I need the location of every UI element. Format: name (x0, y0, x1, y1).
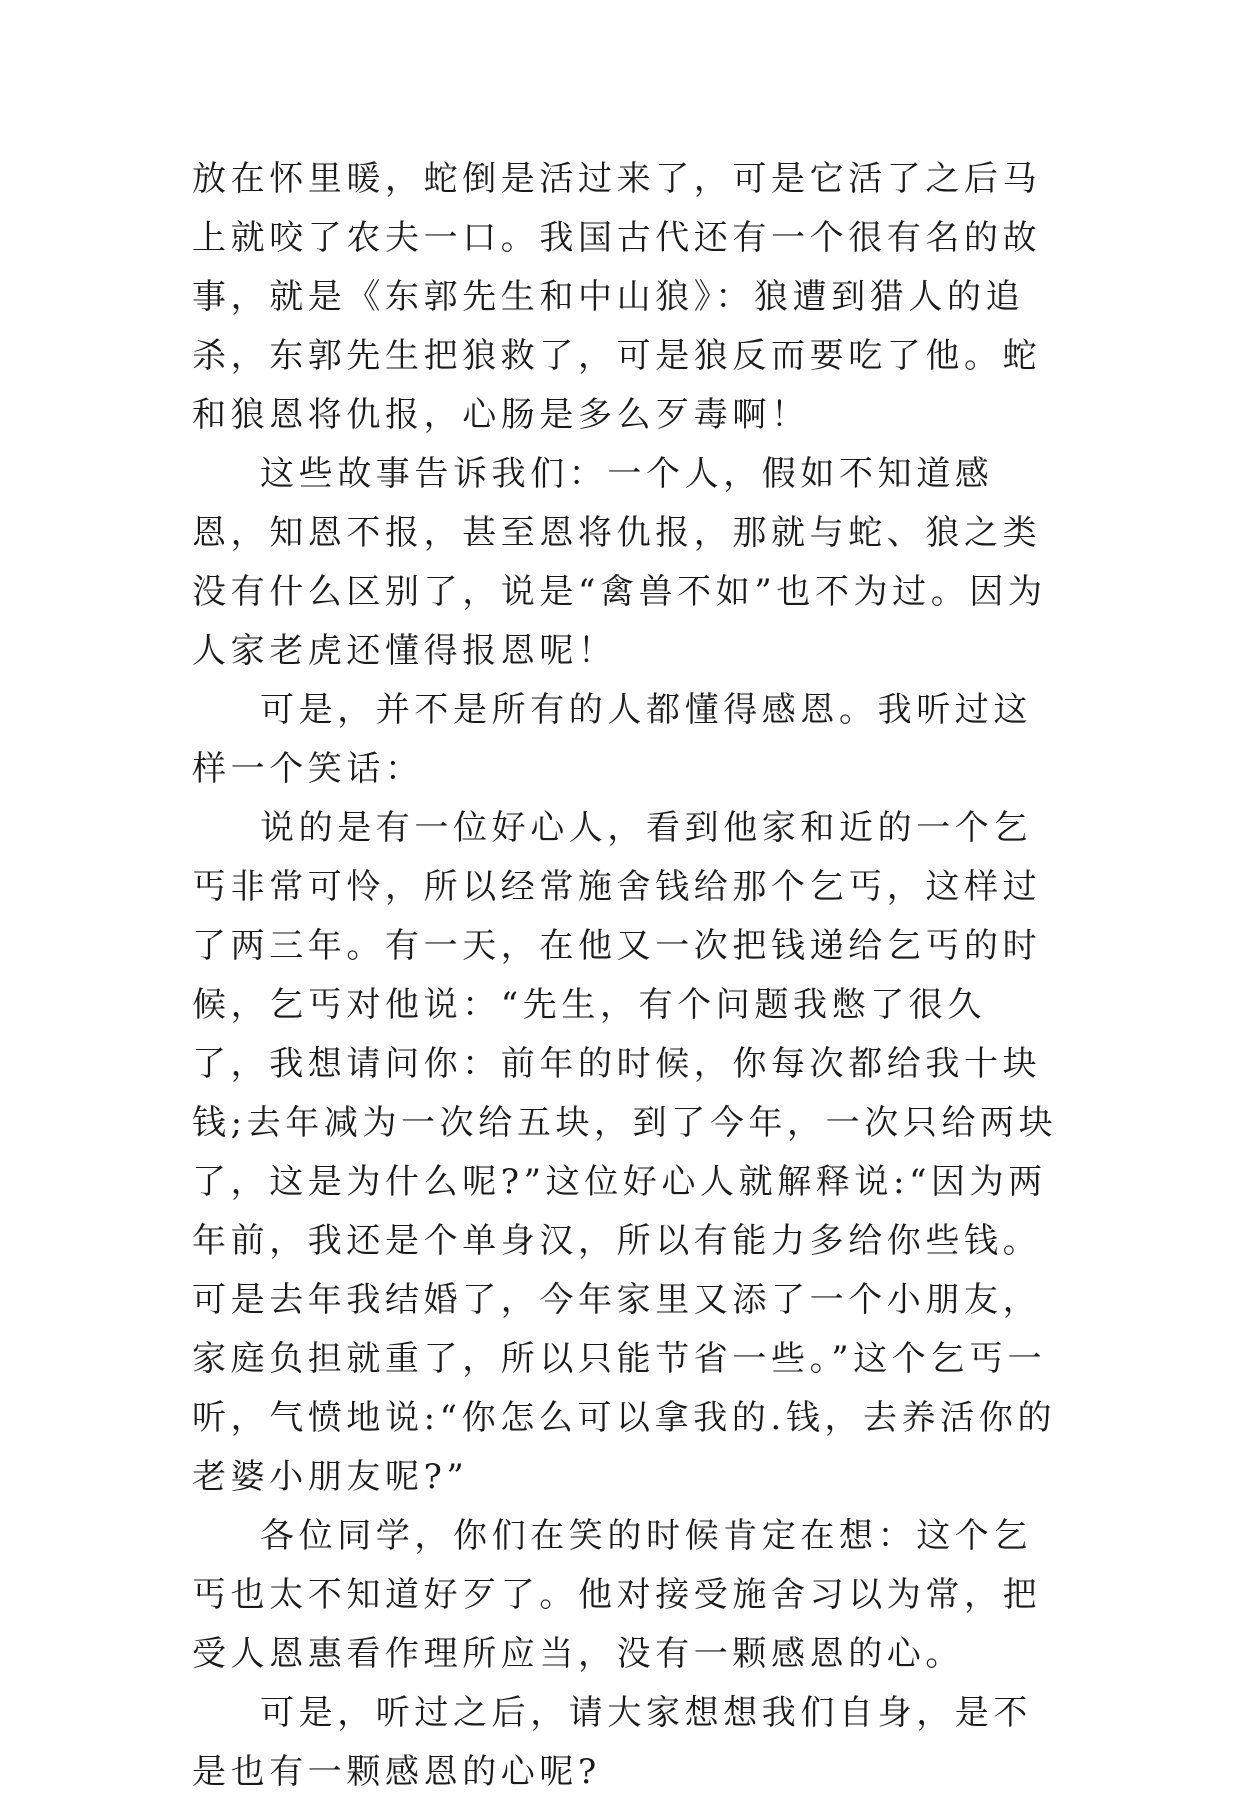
paragraph-3: 可是，并不是所有的人都懂得感恩。我听过这样一个笑话： (192, 690, 1032, 789)
paragraph-6: 可是，听过之后，请大家想想我们自身，是不是也有一颗感恩的心呢? (192, 1693, 1032, 1792)
body-text (192, 150, 1060, 1802)
paragraph-4: 说的是有一位好心人，看到他家和近的一个乞丐非常可怜，所以经常施舍钱给那个乞丐，这样过了两三年。有一天，在他又一次把钱递给乞丐的时候，乞丐对他说：“先生，有个问题我憋了很久了，我想请问你：前年的时候，你每次都给我十块钱;去年减为一次给五块，到了今年，一次只给两块了，这是为什么呢?”这位好心人就解释说:“因为两年前，我还是个单身汉，所以有能力多给你些钱。可是去年我结婚了，今年家里又添了一个小朋友，家庭负担就重了，所以只能节省一些。”这个乞丐一听，气愤地说:“你怎么可以拿我的.钱，去养活你的老婆小朋友呢?” (192, 808, 1058, 1497)
paragraph-2: 这些故事告诉我们：一个人，假如不知道感恩，知恩不报，甚至恩将仇报，那就与蛇、狼之类没有什么区别了，说是“禽兽不如”也不为过。因为人家老虎还懂得报恩呢！ (192, 454, 1047, 671)
paragraph-5: 各位同学，你们在笑的时候肯定在想：这个乞丐也太不知道好歹了。他对接受施舍习以为常，把受人恩惠看作理所应当，没有一颗感恩的心。 (192, 1516, 1042, 1674)
paragraph-1: 放在怀里暖，蛇倒是活过来了，可是它活了之后马上就咬了农夫一口。我国古代还有一个很有名的故事，就是《东郭先生和中山狼》：狼遭到猎人的追杀，东郭先生把狼救了，可是狼反而要吃了他。蛇和狼恩将仇报，心肠是多么歹毒啊！ (192, 159, 1042, 435)
